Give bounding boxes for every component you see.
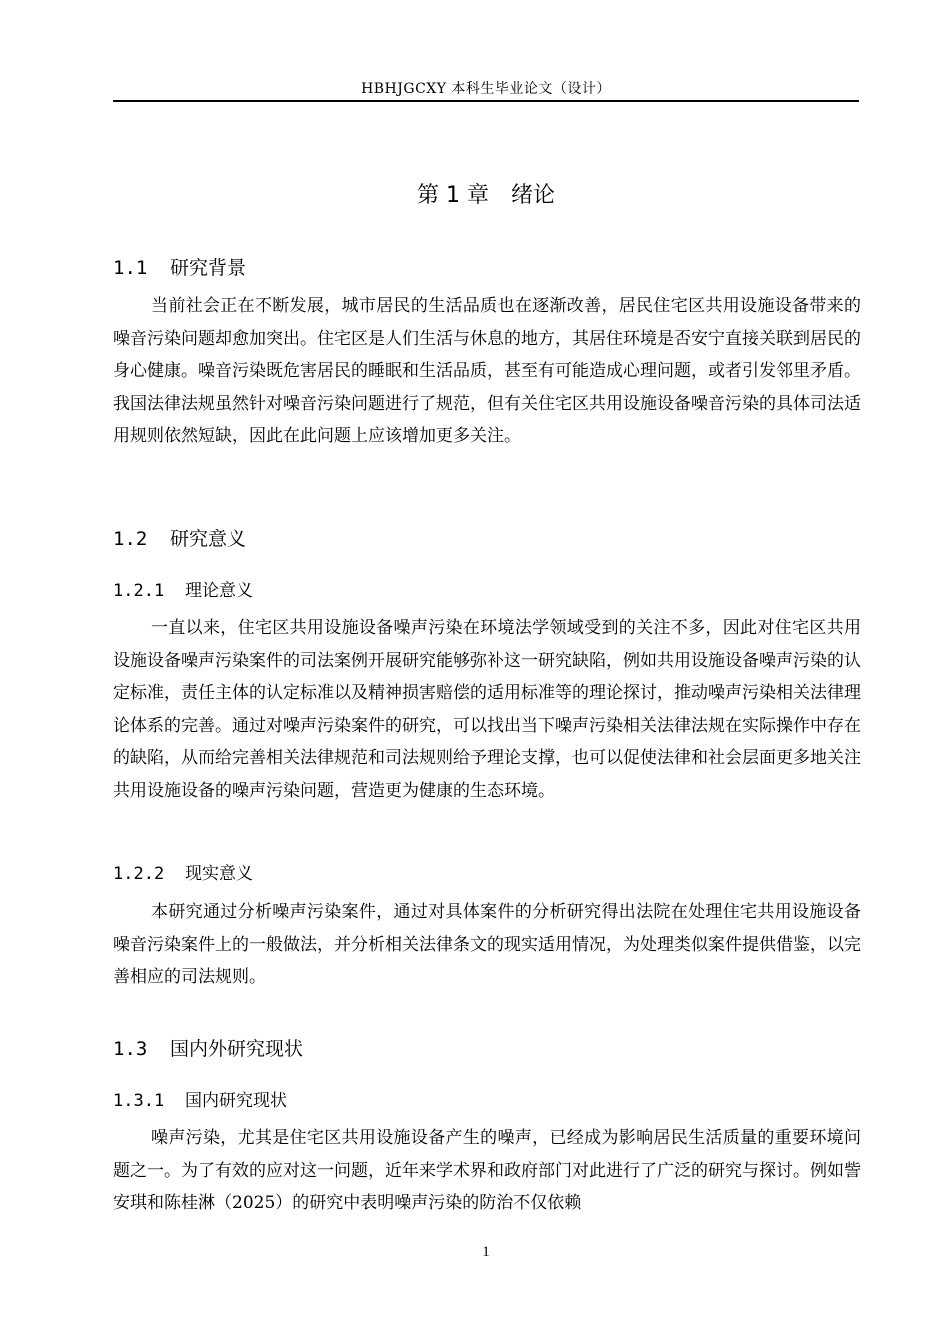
subsection-heading-1-3-1 xyxy=(113,1086,287,1111)
paragraph-domestic-research: 噪声污染，尤其是住宅区共用设施设备产生的噪声，已经成为影响居民生活质量的重要环境问题之一。为了有效的应对这一问题，近年来学术界和政府部门对此进行了广泛的研究与探讨。例如訾安琪和陈桂淋（2025）的研究中表明噪声污染的防治不仅依赖 xyxy=(113,1128,861,1213)
chapter-number: 第 1 章 xyxy=(417,183,489,208)
section-heading-1-3 xyxy=(113,1034,303,1061)
subsection-heading-1-2-2 xyxy=(113,859,253,884)
paragraph-research-background: 当前社会正在不断发展，城市居民的生活品质也在逐渐改善，居民住宅区共用设施设备带来的噪音污染问题却愈加突出。住宅区是人们生活与休息的地方，其居住环境是否安宁直接关联到居民的身心健康。噪音污染既危害居民的睡眠和生活品质，甚至有可能造成心理问题，或者引发邻里矛盾。我国法律法规虽然针对噪音污染问题进行了规范，但有关住宅区共用设施设备噪音污染的具体司法适用规则依然短缺，因此在此问题上应该增加更多关注。 xyxy=(113,296,861,446)
subsection-title: 现实意义 xyxy=(185,864,253,884)
subsection-number: 1.2.1 xyxy=(113,581,165,601)
paragraph-theoretical-significance: 一直以来，住宅区共用设施设备噪声污染在环境法学领域受到的关注不多，因此对住宅区共用设施设备噪声污染案件的司法案例开展研究能够弥补这一研究缺陷，例如共用设施设备噪声污染的认定标准，责任主体的认定标准以及精神损害赔偿的适用标准等的理论探讨，推动噪声污染相关法律理论体系的完善。通过对噪声污染案件的研究，可以找出当下噪声污染相关法律法规在实际操作中存在的缺陷，从而给完善相关法律规范和司法规则给予理论支撑，也可以促使法律和社会层面更多地关注共用设施设备的噪声污染问题，营造更为健康的生态环境。 xyxy=(113,618,861,801)
section-number: 1.3 xyxy=(113,1038,148,1060)
section-heading-1-2 xyxy=(113,524,246,551)
page-number: 1 xyxy=(482,1244,490,1260)
subsection-title: 国内研究现状 xyxy=(185,1091,287,1111)
subsection-number: 1.2.2 xyxy=(113,864,165,884)
chapter-name: 绪论 xyxy=(510,183,555,208)
section-title: 国内外研究现状 xyxy=(170,1038,304,1060)
section-title: 研究背景 xyxy=(170,257,247,279)
subsection-title: 理论意义 xyxy=(185,581,253,601)
section-number: 1.1 xyxy=(113,257,148,279)
chapter-title xyxy=(113,178,859,209)
section-number: 1.2 xyxy=(113,528,148,550)
section-heading-1-1 xyxy=(113,253,246,280)
running-header: HBHJGCXY 本科生毕业论文（设计） xyxy=(361,81,611,97)
subsection-heading-1-2-1 xyxy=(113,576,253,601)
paragraph-practical-significance: 本研究通过分析噪声污染案件，通过对具体案件的分析研究得出法院在处理住宅共用设施设备噪音污染案件上的一般做法，并分析相关法律条文的现实适用情况，为处理类似案件提供借鉴，以完善相应的司法规则。 xyxy=(113,902,861,987)
subsection-number: 1.3.1 xyxy=(113,1091,165,1111)
header-rule xyxy=(113,100,859,102)
section-title: 研究意义 xyxy=(170,528,247,550)
